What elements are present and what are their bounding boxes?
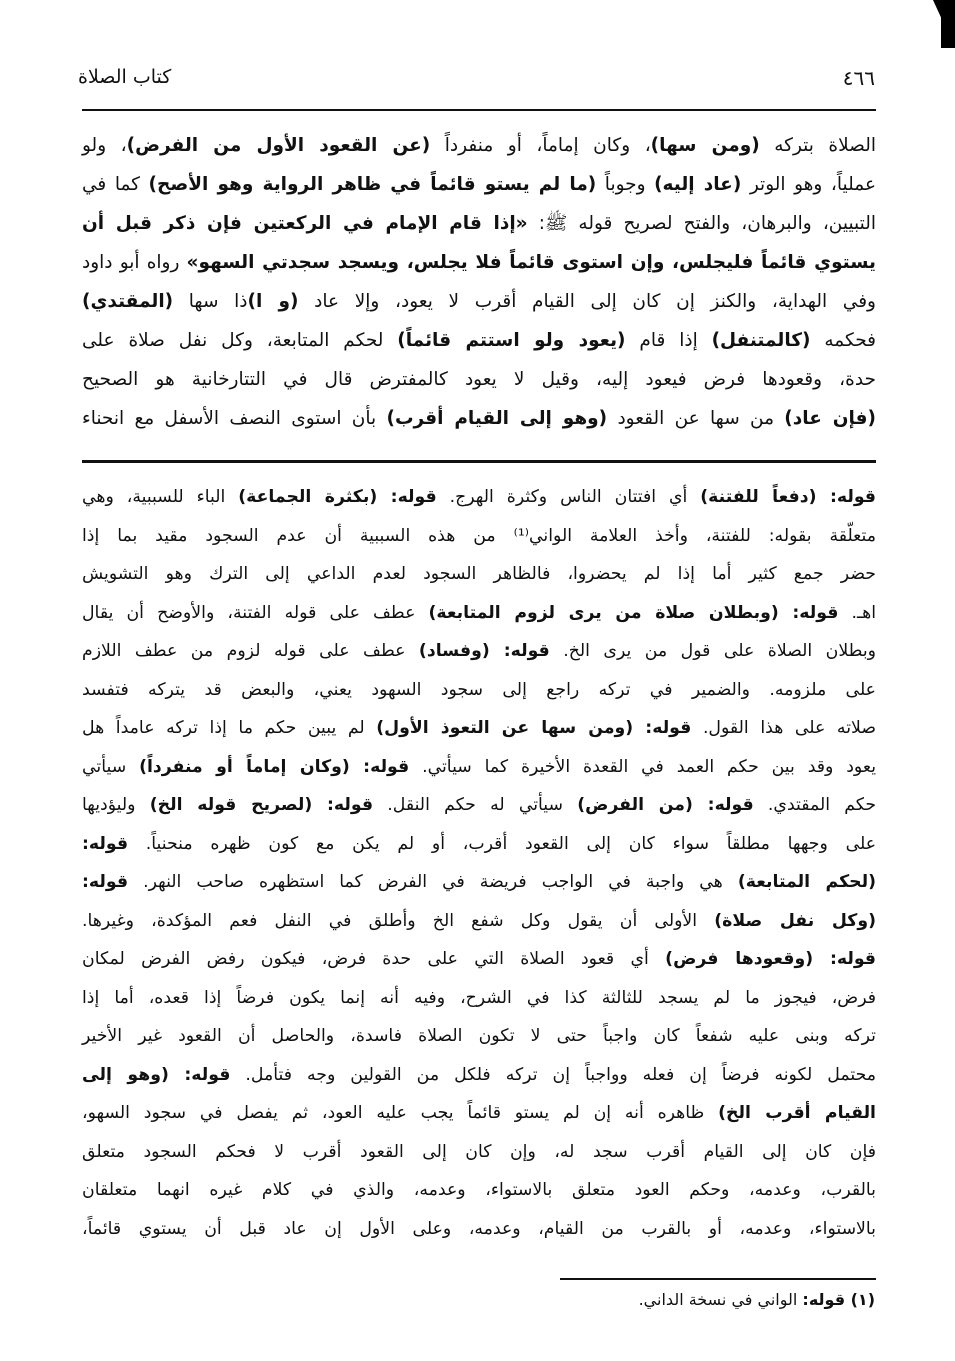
text-segment: متعلّقة بقوله: للفتنة، وأخذ العلامة الواني⁽¹⁾ من هذه السببية أن عدم السجود مقيد بما إذا (82, 525, 876, 546)
bold-segment: قوله: (وهو إلى (82, 1064, 231, 1085)
main-text-line (82, 126, 876, 165)
text-segment: فحكمه (810, 330, 876, 351)
bold-segment: قوله: (وبطلان صلاة من يرى لزوم المتابعة) (428, 602, 839, 623)
text-segment: لحكم المتابعة، وكل نفل صلاة على (82, 330, 398, 351)
bold-segment: قوله: (وكان إماماً أو منفرداً) (139, 756, 410, 777)
text-segment: ذا سها (173, 291, 248, 312)
text-segment: كما في (82, 174, 149, 195)
bold-segment: (عاد إليه) (654, 174, 742, 195)
main-text (82, 126, 876, 438)
bold-segment: (ومن سها) (650, 135, 760, 156)
text-segment: يعود وقد بين حكم العمد في القعدة الأخيرة كما سيأتي. (409, 756, 877, 777)
text-segment: عطف على قوله لزوم من عطف اللازم (82, 641, 419, 661)
text-segment: وفي الهداية، والكنز إن كان إلى القيام أقرب لا يعود، وإلا عاد (298, 291, 876, 312)
text-segment: حضر جمع كثير أما إذا لم يحضروا، فالظاهر السجود لعدم الداعي إلى الترك وهو التشويش (82, 564, 876, 584)
text-segment: محتمل لكونه فرضاً إن فعله وواجباً إن تركه فلكل من القولين وجه فتأمل. (230, 1064, 876, 1085)
text-segment: ظاهره أنه إن لم يستو قائماً يجب عليه العود، ثم يفصل في سجود السهو، (82, 1103, 719, 1123)
text-segment: وليؤديها (82, 795, 150, 815)
commentary-line (82, 979, 876, 1018)
text-segment: رواه أبو داود (82, 252, 187, 273)
commentary-line (82, 709, 876, 748)
bold-segment: قوله: (وفساد) (418, 641, 550, 661)
commentary-line (82, 1133, 876, 1172)
main-text-divider (82, 460, 876, 463)
text-segment: بالاستواء، وعدمه، أو بالقرب من القيام، وعدمه، وعلى الأول إن عاد قبل أن يستوي قائماً، (82, 1218, 876, 1239)
text-segment: عطف على قوله الفتنة، والأوضح أن يقال (82, 602, 429, 623)
text-segment: سيأتي (82, 756, 140, 777)
text-segment: فإن كان إلى القيام أقرب سجد له، وإن كان إلى القعود أقرب لا فحكم السجود متعلق (82, 1141, 876, 1162)
bold-segment: قوله: (وقعودها فرض) (665, 949, 876, 969)
text-segment: من سها عن القعود (607, 408, 785, 429)
main-text-line (82, 204, 876, 243)
bold-segment: (كالمتنفل) (711, 330, 811, 351)
bold-segment: قوله: (82, 833, 129, 854)
scan-corner-mark-edge (941, 0, 955, 48)
bold-segment: قوله: (لصريح قوله الخ) (149, 795, 374, 815)
page-number: ٤٦٦ (842, 66, 875, 90)
bold-segment: «إذا قام الإمام في الركعتين فإن ذكر قبل أن (82, 213, 528, 234)
header-rule (82, 109, 876, 111)
text-segment: الباء للسببية، وهي (82, 487, 239, 507)
text-segment: الأولى أن يقول وكل شفع الخ وأطلق في النفل فعم المؤكدة، وغيرها. (82, 910, 715, 931)
commentary-line (82, 786, 876, 825)
commentary-line (82, 594, 876, 633)
bold-segment: (المقتدي) (82, 291, 174, 312)
commentary-line (82, 1056, 876, 1095)
commentary-line (82, 902, 876, 941)
text-segment: بأن استوى النصف الأسفل مع انحناء (82, 408, 387, 429)
commentary-line (82, 555, 876, 594)
bold-segment: يستوي قائماً فليجلس، وإن استوى قائماً فلا يجلس، ويسجد سجدتي السهو» (186, 252, 876, 273)
text-segment: التبيين، والبرهان، والفتح لصريح قوله ﷺ: (527, 213, 876, 234)
bold-segment: قوله: (دفعاً للفتنة) (700, 487, 876, 507)
footnote-rule (560, 1278, 876, 1280)
text-segment: ، وكان إماماً، أو منفرداً (430, 135, 651, 156)
text-segment: الصلاة بتركه (759, 135, 876, 156)
text-segment: أي افتتان الناس وكثرة الهرج. (436, 487, 701, 507)
commentary-line (82, 863, 876, 902)
text-segment: حكم المقتدي. (753, 795, 877, 815)
commentary-line (82, 671, 876, 710)
bold-segment: القيام أقرب الخ) (718, 1103, 876, 1123)
commentary-line (82, 1017, 876, 1056)
text-segment: على ملزومه. والضمير في تركه راجع إلى سجود السهود يعني، والبعض قد يتركه فتفسد (82, 679, 876, 700)
commentary-line (82, 517, 876, 556)
bold-segment: (لحكم المتابعة) (737, 872, 876, 892)
commentary-line (82, 1171, 876, 1210)
text-segment: لم يبين حكم ما إذا تركه عامداً هل (82, 718, 377, 738)
text-segment: ، ولو (82, 135, 127, 156)
bold-segment: قوله: (من الفرض) (577, 795, 754, 815)
main-text-line (82, 165, 876, 204)
main-text-line (82, 282, 876, 321)
main-text-line (82, 243, 876, 282)
bold-segment: (يعود ولو استتم قائماً) (397, 330, 626, 351)
commentary-line (82, 940, 876, 979)
text-segment: سيأتي له حكم النقل. (373, 795, 578, 815)
text-segment: هي واجبة في الواجب فريضة في الفرض كما استظهره صاحب النهر. (128, 872, 738, 892)
bold-segment: (و ا) (247, 291, 299, 312)
text-segment: أي قعود الصلاة التي على حدة فرض، فيكون رفض الفرض لمكان (82, 949, 666, 969)
text-segment: بالقرب، وعدمه، وحكم العود متعلق بالاستواء، وعدمه، والذي في كلام غيره انهما متعلقان (82, 1180, 876, 1200)
bold-segment: (وهو إلى القيام أقرب) (386, 408, 608, 429)
bold-segment: (وكل نفل صلاة) (714, 910, 877, 931)
text-segment: اهـ. (838, 602, 877, 623)
footnote (639, 1290, 875, 1309)
commentary-line (82, 632, 876, 671)
bold-segment: (عن القعود الأول من الفرض) (126, 135, 431, 156)
footnote-marker: (١) قوله: (802, 1290, 875, 1309)
main-text-line (82, 399, 876, 438)
commentary-line (82, 748, 876, 787)
text-segment: عملياً، وهو الوتر (741, 174, 876, 195)
commentary-line (82, 1094, 876, 1133)
text-segment: صلاته على هذا القول. (691, 718, 876, 738)
main-text-line (82, 360, 876, 399)
commentary-line (82, 478, 876, 517)
commentary-line (82, 825, 876, 864)
footnote-text: الواني في نسخة الداني. (638, 1290, 803, 1309)
bold-segment: (ما لم يستو قائماً في ظاهر الرواية وهو الأصح) (148, 174, 597, 195)
commentary-text (82, 478, 876, 1248)
bold-segment: قوله: (ومن سها عن التعوذ الأول) (376, 718, 692, 738)
running-title: كتاب الصلاة (78, 66, 172, 88)
text-segment: تركه وبنى عليه شفعاً كان واجباً حتى لا تكون الصلاة فاسدة، والحاصل أن القعود غير الأخير (82, 1026, 876, 1046)
bold-segment: قوله: (بكثرة الجماعة) (238, 487, 437, 507)
text-segment: على وجهها مطلقاً سواء كان إلى القعود أقرب، أو لم يكن مع كون ظهره منحنياً. (128, 833, 876, 854)
text-segment: إذا قام (625, 330, 712, 351)
text-segment: وجوباً (596, 174, 655, 195)
commentary-line (82, 1210, 876, 1249)
bold-segment: قوله: (82, 872, 129, 892)
text-segment: وبطلان الصلاة على قول من يرى الخ. (549, 641, 877, 661)
bold-segment: (فإن عاد) (784, 408, 876, 429)
text-segment: فرض، فيجوز ما لم يسجد للثالثة كذا في الشرح، وفيه أنه إنما يكون فرضاً إذا قعده، أما إذا (82, 987, 876, 1008)
main-text-line (82, 321, 876, 360)
text-segment: حدة، وقعودها فرض فيعود إليه، وقيل لا يعود كالمفترض قال في التتارخانية هو الصحيح (82, 369, 876, 390)
